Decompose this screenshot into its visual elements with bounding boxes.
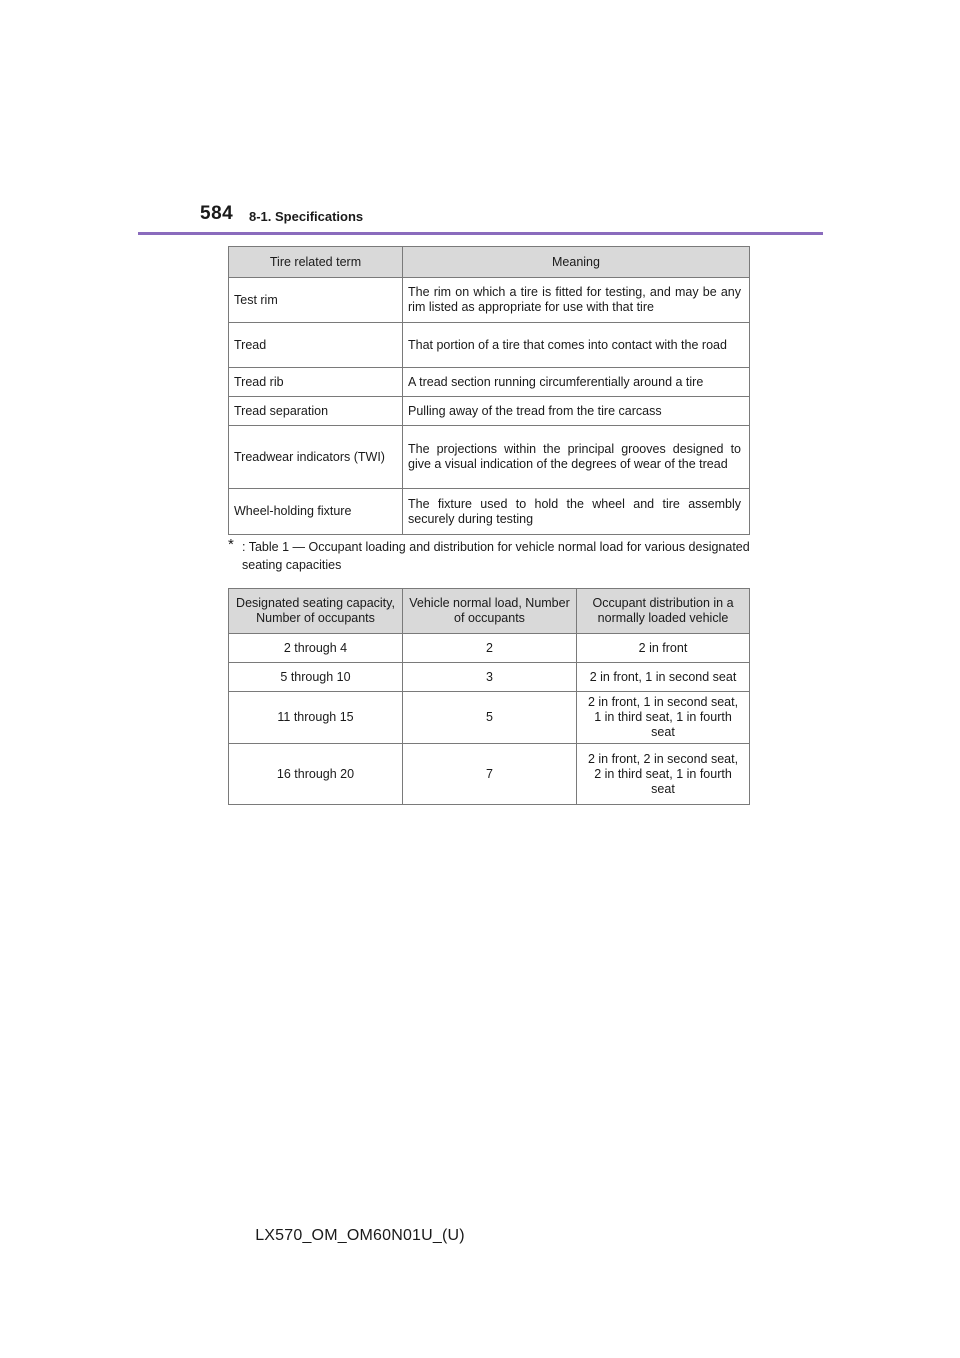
table-row xyxy=(229,634,750,663)
term-cell: Tread xyxy=(229,323,403,368)
distribution-cell: 2 in front, 1 in second seat xyxy=(577,663,750,692)
footnote-text: : Table 1 — Occupant loading and distribution for vehicle normal load for various designated seating capacities xyxy=(242,540,750,572)
term-cell: Wheel-holding fixture xyxy=(229,489,403,535)
table-row xyxy=(229,397,750,426)
column-header-normal-load: Vehicle normal load, Number of occupants xyxy=(403,589,577,634)
capacity-cell: 2 through 4 xyxy=(229,634,403,663)
table-header-row xyxy=(229,247,750,278)
capacity-cell: 16 through 20 xyxy=(229,744,403,805)
load-cell: 3 xyxy=(403,663,577,692)
term-cell: Tread separation xyxy=(229,397,403,426)
capacity-cell: 5 through 10 xyxy=(229,663,403,692)
table-header-row xyxy=(229,589,750,634)
header-divider xyxy=(138,232,823,235)
term-cell: Test rim xyxy=(229,278,403,323)
table-row xyxy=(229,368,750,397)
load-cell: 2 xyxy=(403,634,577,663)
footnote xyxy=(228,538,750,574)
table-row xyxy=(229,489,750,535)
meaning-cell: That portion of a tire that comes into contact with the road xyxy=(403,323,750,368)
meaning-cell: Pulling away of the tread from the tire carcass xyxy=(403,397,750,426)
distribution-cell: 2 in front xyxy=(577,634,750,663)
tire-terms-table xyxy=(228,246,750,535)
distribution-cell: 2 in front, 1 in second seat, 1 in third seat, 1 in fourth seat xyxy=(577,692,750,744)
column-header-capacity: Designated seating capacity, Number of occupants xyxy=(229,589,403,634)
column-header-distribution: Occupant distribution in a normally loaded vehicle xyxy=(577,589,750,634)
table-row xyxy=(229,663,750,692)
term-cell: Tread rib xyxy=(229,368,403,397)
table-row xyxy=(229,278,750,323)
meaning-cell: The rim on which a tire is fitted for testing, and may be any rim listed as appropriate for use with that tire xyxy=(403,278,750,323)
page-number: 584 xyxy=(200,203,234,224)
table-row xyxy=(229,323,750,368)
term-cell: Treadwear indicators (TWI) xyxy=(229,426,403,489)
section-title: 8-1. Specifications xyxy=(249,209,364,224)
load-cell: 7 xyxy=(403,744,577,805)
distribution-cell: 2 in front, 2 in second seat, 2 in third seat, 1 in fourth seat xyxy=(577,744,750,805)
footnote-marker: * xyxy=(228,536,234,553)
document-code: LX570_OM_OM60N01U_(U) xyxy=(255,1227,465,1244)
table-row xyxy=(229,744,750,805)
column-header-meaning: Meaning xyxy=(403,247,750,278)
occupant-loading-table xyxy=(228,588,750,805)
load-cell: 5 xyxy=(403,692,577,744)
capacity-cell: 11 through 15 xyxy=(229,692,403,744)
meaning-cell: The fixture used to hold the wheel and tire assembly securely during testing xyxy=(403,489,750,535)
table-row xyxy=(229,692,750,744)
column-header-term: Tire related term xyxy=(229,247,403,278)
table-row xyxy=(229,426,750,489)
meaning-cell: The projections within the principal grooves designed to give a visual indication of the degrees of wear of the tread xyxy=(403,426,750,489)
meaning-cell: A tread section running circumferentially around a tire xyxy=(403,368,750,397)
